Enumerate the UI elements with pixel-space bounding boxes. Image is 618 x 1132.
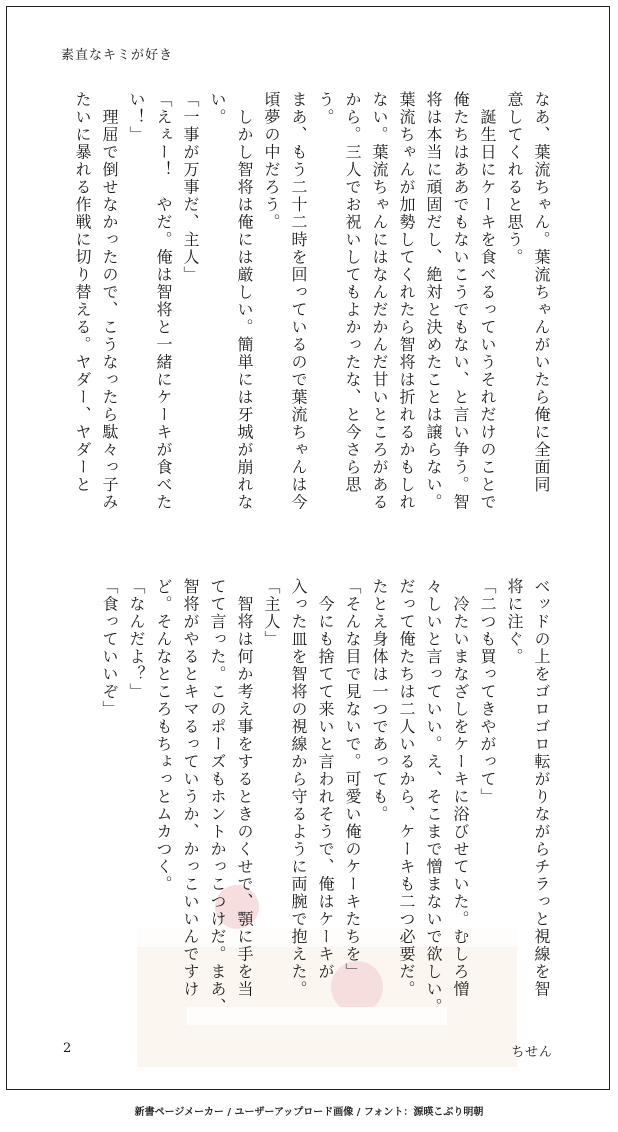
text-line: ど。そんなところもちょっとムカつく。 — [154, 578, 173, 893]
text-line: 「なんだよ？」 — [127, 578, 146, 701]
text-line: 「えぇー！ やだ。俺は智将と一緒にケーキが食べた — [154, 91, 173, 511]
text-line: ない。葉流ちゃんにはなんだかんだ甘いところがある — [370, 91, 389, 511]
text-line: しかし智将は俺には厳しい。簡単には牙城が崩れな — [235, 91, 254, 511]
page-number: 2 — [63, 1041, 72, 1056]
text-line: てて言った。このポーズもホントかっこつけだ。まあ、 — [208, 578, 227, 1016]
text-line: い！」 — [127, 91, 146, 144]
text-line: ベッドの上をゴロゴロ転がりながらチラっと視線を智 — [532, 578, 551, 998]
text-block-bottom — [96, 578, 555, 1018]
novel-page — [6, 6, 610, 1090]
text-line: 誕生日にケーキを食べるっていうそれだけのことで — [478, 91, 497, 511]
text-line: 「そんな目で見ないで。可愛い俺のケーキたちを」 — [343, 578, 362, 981]
text-line: たとえ身体は一つであっても。 — [370, 578, 389, 823]
text-line: 意してくれると思う。 — [505, 91, 524, 266]
author-name: ちせん — [511, 1045, 553, 1060]
text-line: 将は本当に頑固だし、絶対と決めたことは譲らない。 — [424, 91, 443, 511]
text-line: 「主人」 — [262, 578, 281, 648]
text-block-top — [69, 91, 555, 521]
text-line: 入った皿を智将の視線から守るように両腕で抱えた。 — [289, 578, 308, 998]
text-line: 理屈で倒せなかったので、こうなったら駄々っ子み — [100, 91, 119, 511]
text-line: だって俺たちは二人いるから、ケーキも二つ必要だ。 — [397, 578, 416, 998]
text-line: 葉流ちゃんが加勢してくれたら智将は折れるかもしれ — [397, 91, 416, 511]
text-line: 「食っていいぞ」 — [100, 578, 119, 718]
text-line: 々しいと言っていい。え、そこまで憎まないで欲しい。 — [424, 578, 443, 1016]
text-line: 今にも捨てて来いと言われそうで、俺はケーキが — [316, 578, 335, 981]
text-line: まあ、もう二十二時を回っているので葉流ちゃんは今 — [289, 91, 308, 511]
text-line: たいに暴れる作戦に切り替える。ヤダー、ヤダーと — [73, 91, 92, 494]
book-title: 素直なキミが好き — [61, 48, 174, 63]
text-line: い。 — [208, 91, 227, 126]
text-line: 将に注ぐ。 — [505, 578, 524, 666]
generator-credit: 新書ページメーカー / ユーザーアップロード画像 / フォント：源暎こぶり明朝 — [134, 1107, 484, 1118]
text-line: 俺たちはああでもないこうでもない、と言い争う。智 — [451, 91, 470, 511]
text-line: 冷たいまなざしをケーキに浴びせていた。むしろ憎 — [451, 578, 470, 998]
text-line: 「一事が万事だ、主人」 — [181, 91, 200, 284]
text-line: なあ、葉流ちゃん。葉流ちゃんがいたら俺に全面同 — [532, 91, 551, 494]
text-line: 智将がやるとキマるっていうか、かっこいいんですけ — [181, 578, 200, 998]
text-line: から。三人でお祝いしてもよかったな、と今さら思う。 — [316, 91, 362, 494]
text-line: 智将は何か考え事をするときのくせで、顎に手を当 — [235, 578, 254, 998]
text-line: 「二つも買ってきやがって」 — [478, 578, 497, 806]
text-line: 頃夢の中だろう。 — [262, 91, 281, 231]
